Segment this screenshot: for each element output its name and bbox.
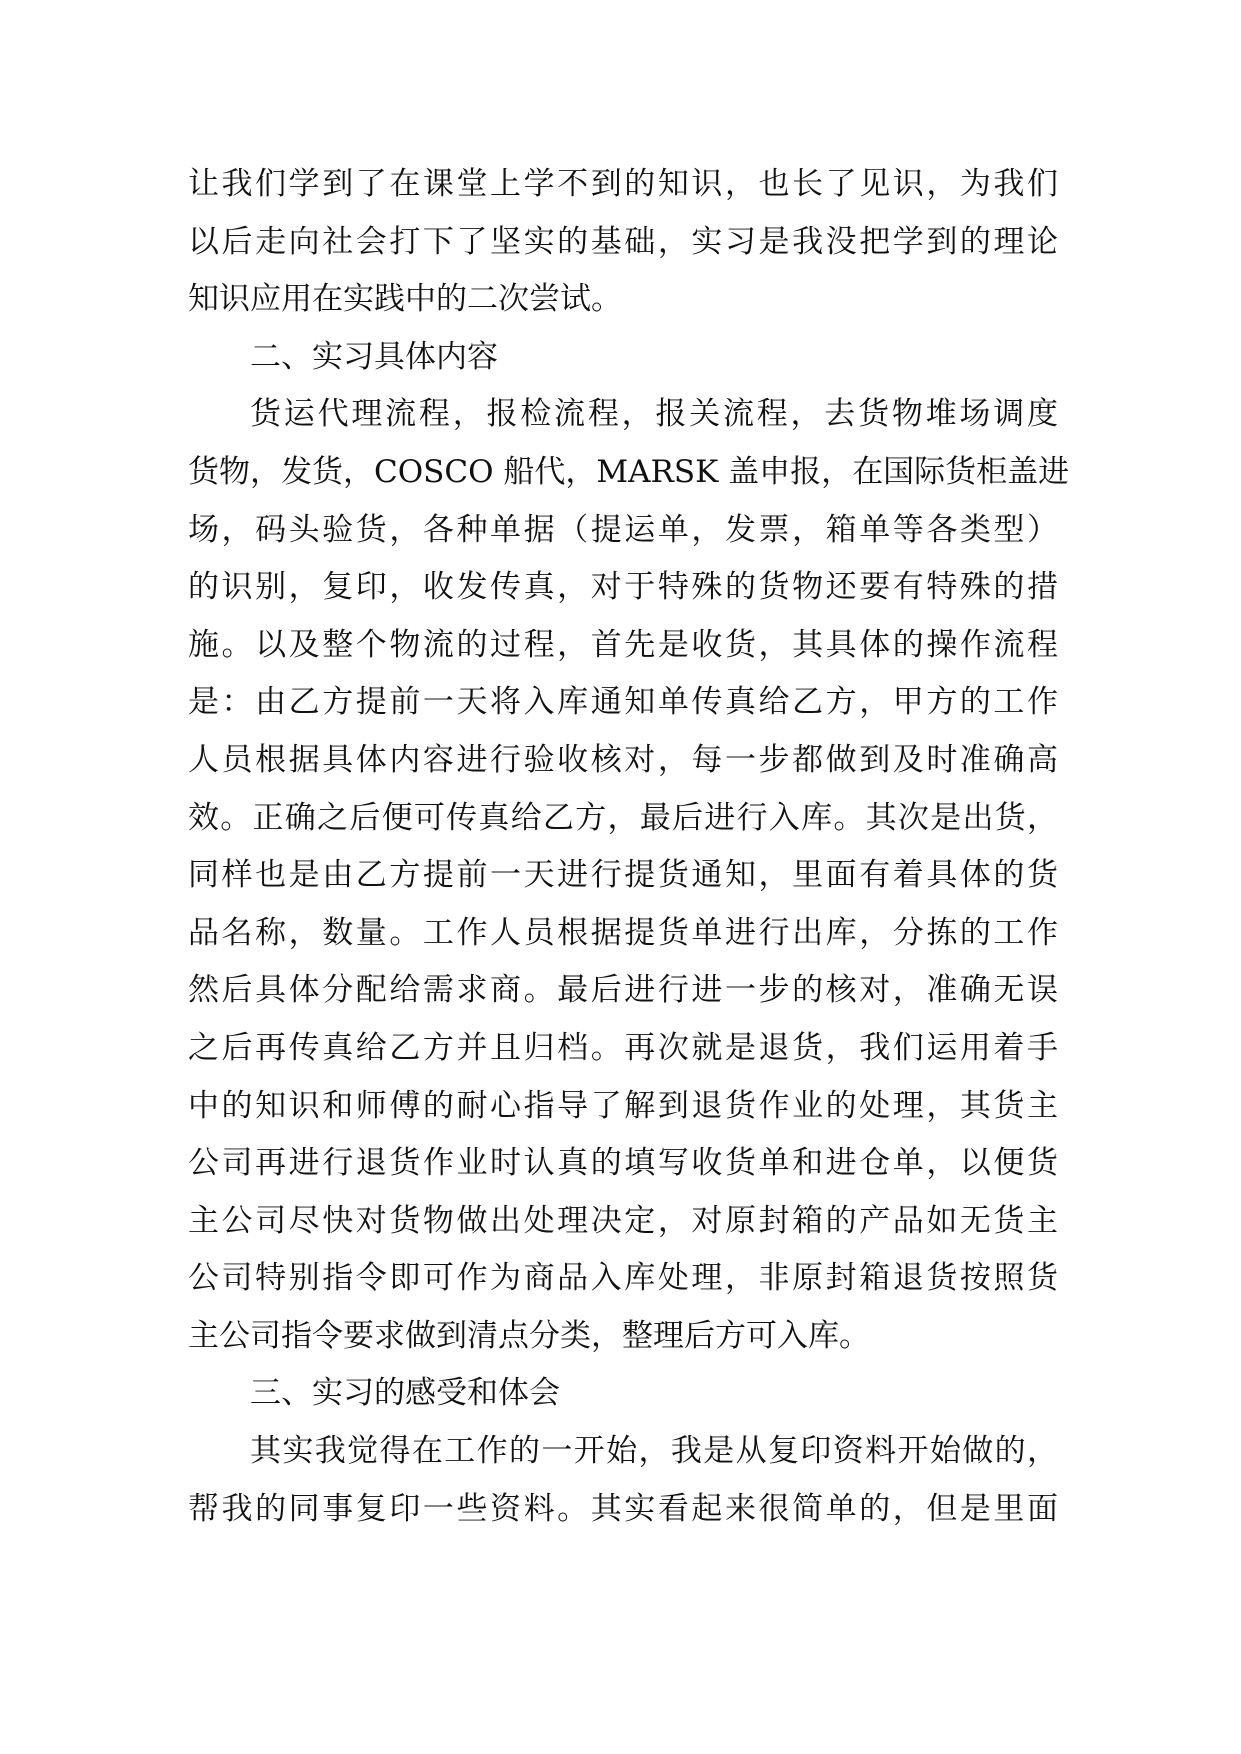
text-line-10: 是：由乙方提前一天将入库通知单传真给乙方，甲方的工作: [188, 684, 1058, 721]
text-line-21: 主公司指令要求做到清点分类，整理后方可入库。: [188, 1317, 870, 1354]
text-line-24: 帮我的同事复印一些资料。其实看起来很简单的，但是里面: [188, 1490, 1058, 1527]
text-line-3: 知识应用在实践中的二次尝试。: [188, 281, 622, 318]
text-line-23: 其实我觉得在工作的一开始，我是从复印资料开始做的，: [250, 1433, 1058, 1470]
text-line-13: 同样也是由乙方提前一天进行提货通知，里面有着具体的货: [188, 857, 1058, 894]
text-line-7: 场，码头验货，各种单据（提运单，发票，箱单等各类型）: [188, 511, 1058, 548]
section-heading-2: 二、实习具体内容: [250, 338, 498, 375]
text-line-8: 的识别，复印，收发传真，对于特殊的货物还要有特殊的措: [188, 569, 1058, 606]
text-line-17: 中的知识和师傅的耐心指导了解到退货作业的处理，其货主: [188, 1087, 1058, 1124]
text-line-2: 以后走向社会打下了坚实的基础，实习是我没把学到的理论: [188, 223, 1058, 260]
text-line-9: 施。以及整个物流的过程，首先是收货，其具体的操作流程: [188, 626, 1058, 663]
text-line-19: 主公司尽快对货物做出处理决定，对原封箱的产品如无货主: [188, 1202, 1058, 1239]
document-body: [188, 156, 1070, 1538]
text-line-11: 人员根据具体内容进行验收核对，每一步都做到及时准确高: [188, 741, 1058, 778]
text-line-16: 之后再传真给乙方并且归档。再次就是退货，我们运用着手: [188, 1029, 1058, 1066]
text-line-18: 公司再进行退货作业时认真的填写收货单和进仓单，以便货: [188, 1145, 1058, 1182]
section-heading-3: 三、实习的感受和体会: [250, 1375, 560, 1412]
text-line-1: 让我们学到了在课堂上学不到的知识，也长了见识，为我们: [188, 166, 1058, 202]
text-line-15: 然后具体分配给需求商。最后进行进一步的核对，准确无误: [188, 972, 1058, 1009]
text-line-20: 公司特别指令即可作为商品入库处理，非原封箱退货按照货: [188, 1260, 1058, 1297]
text-line-12: 效。正确之后便可传真给乙方，最后进行入库。其次是出货，: [188, 799, 1058, 836]
text-line-14: 品名称，数量。工作人员根据提货单进行出库，分拣的工作: [188, 914, 1058, 951]
text-line-6: 货物，发货，COSCO 船代，MARSK 盖申报，在国际货柜盖进: [188, 453, 1070, 490]
text-line-5: 货运代理流程，报检流程，报关流程，去货物堆场调度: [250, 396, 1058, 433]
